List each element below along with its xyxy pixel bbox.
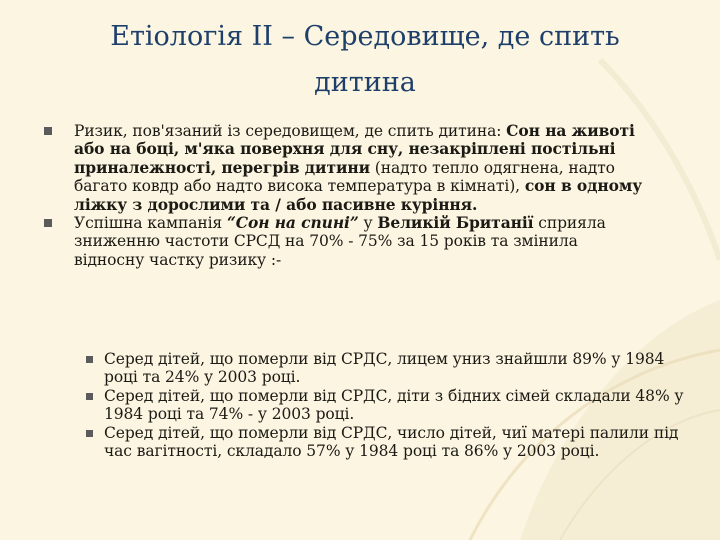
list-item <box>44 122 650 214</box>
text-run: сприяла зниженню частоти СРСД на 70% - 75% за 15 років та змінила відносну частку ризику :- <box>74 214 606 269</box>
bullet-text <box>74 122 650 214</box>
sub-bullet-list <box>86 350 686 460</box>
sub-bullet-text: Серед дітей, що померли від СРДС, лицем униз знайшли 89% у 1984 році та 24% у 2003 році. <box>104 350 665 387</box>
slide-title <box>40 14 690 106</box>
bold-text-run: Великій Британії <box>377 213 534 233</box>
title-line-2: дитина <box>314 67 416 98</box>
square-bullet-icon <box>44 219 52 227</box>
sub-bullet-text: Серед дітей, що померли від СРДС, число дітей, чиї матері палили під час вагітності, складало 57% у 1984 році та 86% у 2003 році. <box>104 423 679 461</box>
text-run: у <box>358 214 378 233</box>
square-bullet-icon <box>44 127 52 135</box>
bold-text-run: Сон на животі або на боці, м'яка поверхня для сну, незакріплені постільні приналежності, перегрів дитини <box>74 121 635 177</box>
list-item <box>86 387 686 424</box>
list-item <box>86 350 686 387</box>
list-item <box>44 214 650 269</box>
text-run: Успішна кампанія <box>74 214 227 233</box>
square-bullet-icon <box>86 393 93 400</box>
title-line-1: Етіологія ІІ – Середовище, де спить <box>110 21 620 52</box>
main-bullet-list <box>44 122 650 269</box>
campaign-name: “Сон на спині” <box>226 213 359 233</box>
bold-text-run: сон в одному ліжку з дорослими та / або пасивне куріння. <box>74 176 643 214</box>
square-bullet-icon <box>86 430 93 437</box>
text-run: (надто тепло одягнена, надто багато ковдр або надто висока температура в кімнаті), <box>74 158 615 196</box>
sub-bullet-text: Серед дітей, що померли від СРДС, діти з бідних сімей складали 48% у 1984 році та 74% - у 2003 році. <box>104 386 684 424</box>
bullet-text <box>74 214 650 269</box>
list-item <box>86 424 686 461</box>
square-bullet-icon <box>86 356 93 363</box>
text-run: Ризик, пов'язаний із середовищем, де спить дитина: <box>74 122 507 140</box>
